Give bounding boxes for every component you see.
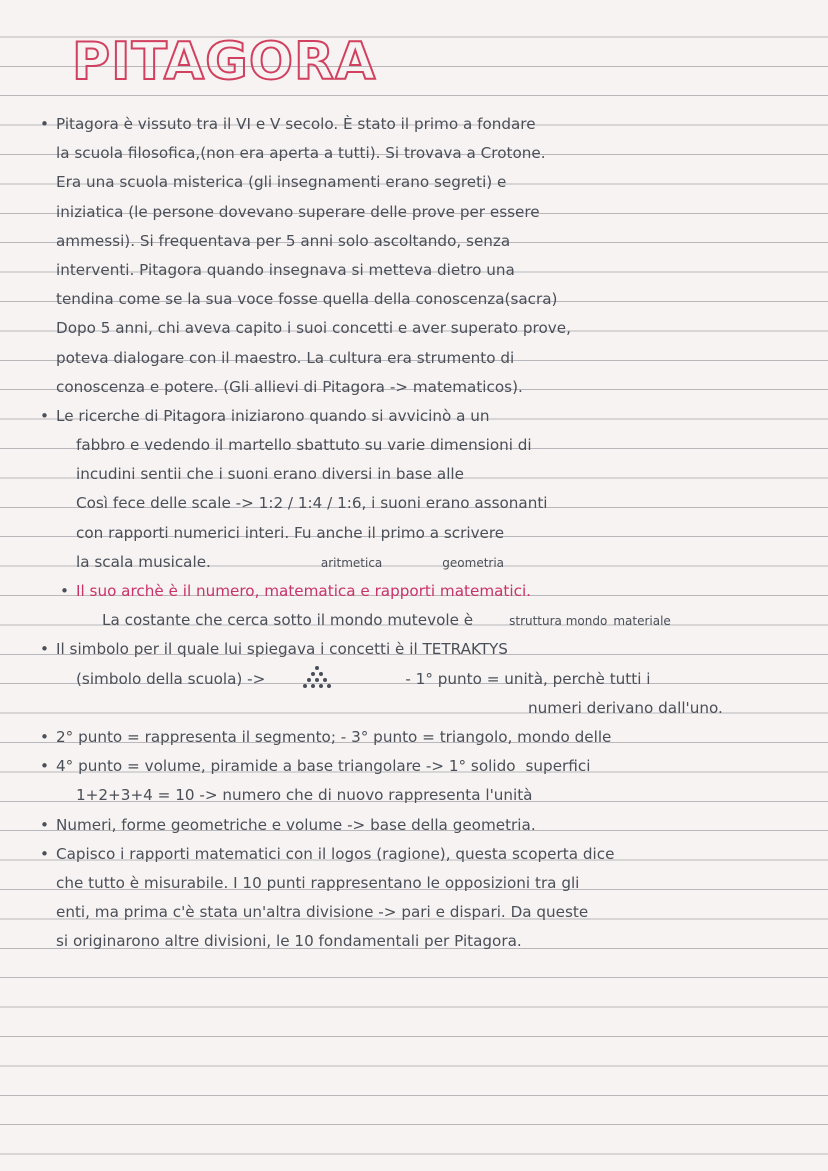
note-line: iniziatica (le persone dovevano superare delle prove per essere bbox=[56, 202, 540, 221]
bullet-icon: • bbox=[40, 727, 49, 746]
note-line: enti, ma prima c'è stata un'altra divisione -> pari e dispari. Da queste bbox=[56, 903, 589, 922]
bullet-icon: • bbox=[40, 844, 49, 863]
tetraktys-dots-icon bbox=[295, 666, 355, 692]
note-line: tendina come se la sua voce fosse quella della conoscenza(sacra) bbox=[56, 290, 558, 309]
note-line: che tutto è misurabile. I 10 punti rappresentano le opposizioni tra gli bbox=[56, 873, 580, 892]
bullet-icon: • bbox=[40, 406, 49, 425]
note-line: conoscenza e potere. (Gli allievi di Pitagora -> matematicos). bbox=[56, 377, 523, 396]
note-line: fabbro e vedendo il martello sbattuto su varie dimensioni di bbox=[76, 436, 532, 455]
note-line: • Il suo archè è il numero, matematica e rapporti matematici. bbox=[56, 577, 816, 606]
bullet-icon: • bbox=[40, 757, 49, 776]
note-line: • 2° punto = rappresenta il segmento; - 3° punto = triangolo, mondo delle bbox=[56, 723, 816, 752]
note-line: numeri derivano dall'uno. bbox=[528, 698, 723, 717]
note-line: La costante che cerca sotto il mondo mutevole è struttura mondo materiale bbox=[102, 611, 671, 630]
note-line: con rapporti numerici interi. Fu anche il primo a scrivere bbox=[76, 523, 505, 542]
note-line: • Capisco i rapporti matematici con il logos (ragione), questa scoperta dice bbox=[56, 840, 816, 869]
note-line: la scala musicale. aritmetica geometria bbox=[76, 552, 505, 571]
bullet-icon: • bbox=[40, 640, 49, 659]
bullet-icon: • bbox=[40, 815, 49, 834]
note-line: Così fece delle scale -> 1:2 / 1:4 / 1:6, i suoni erano assonanti bbox=[76, 494, 548, 513]
handwritten-notes bbox=[40, 110, 816, 956]
note-line: ammessi). Si frequentava per 5 anni solo ascoltando, senza bbox=[56, 231, 511, 250]
note-line: si originarono altre divisioni, le 10 fondamentali per Pitagora. bbox=[56, 932, 522, 951]
tetraktys-dot bbox=[311, 672, 315, 676]
note-line: poteva dialogare con il maestro. La cultura era strumento di bbox=[56, 348, 515, 367]
note-line: • 4° punto = volume, piramide a base triangolare -> 1° solido superfici bbox=[56, 752, 816, 781]
note-line: (simbolo della scuola) -> - 1° punto = unità, perchè tutti i bbox=[56, 665, 816, 694]
tetraktys-dot bbox=[315, 678, 319, 682]
tetraktys-dot bbox=[307, 678, 311, 682]
tetraktys-dot bbox=[319, 672, 323, 676]
note-line: Era una scuola misterica (gli insegnamenti erano segreti) e bbox=[56, 173, 507, 192]
tetraktys-dot bbox=[303, 684, 307, 688]
tetraktys-dot bbox=[315, 666, 319, 670]
tetraktys-dot bbox=[311, 684, 315, 688]
tetraktys-dot bbox=[319, 684, 323, 688]
tetraktys-dot bbox=[327, 684, 331, 688]
bullet-icon: • bbox=[60, 582, 69, 600]
note-line: incudini sentii che i suoni erano diversi in base alle bbox=[76, 465, 464, 484]
bullet-icon: • bbox=[40, 115, 49, 133]
note-line: interventi. Pitagora quando insegnava si metteva dietro una bbox=[56, 260, 515, 279]
tetraktys-dot bbox=[323, 678, 327, 682]
note-line: • Il simbolo per il quale lui spiegava i concetti è il TETRAKTYS bbox=[56, 635, 816, 664]
note-line: • Pitagora è vissuto tra il VI e V secolo. È stato il primo a fondare bbox=[56, 110, 816, 139]
note-line: • Numeri, forme geometriche e volume -> base della geometria. bbox=[56, 811, 816, 840]
note-line: 1+2+3+4 = 10 -> numero che di nuovo rappresenta l'unità bbox=[76, 786, 533, 805]
note-line: • Le ricerche di Pitagora iniziarono quando si avvicinò a un bbox=[56, 402, 816, 431]
note-line: Dopo 5 anni, chi aveva capito i suoi concetti e aver superato prove, bbox=[56, 319, 571, 338]
page-title: PITAGORA bbox=[72, 32, 377, 92]
note-line: la scuola filosofica,(non era aperta a tutti). Si trovava a Crotone. bbox=[56, 144, 546, 163]
